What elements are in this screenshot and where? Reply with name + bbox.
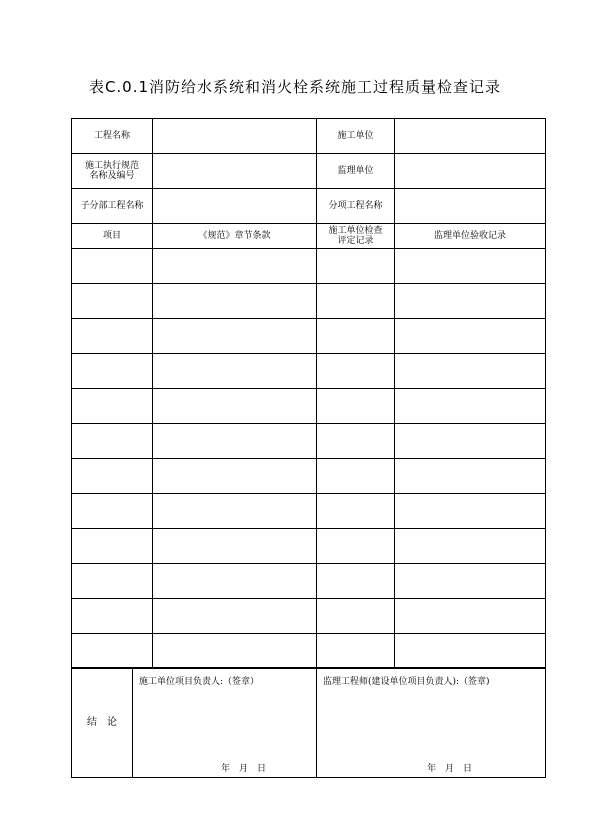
row-clause-cell[interactable] [152, 248, 317, 284]
construction-unit-field[interactable] [394, 118, 546, 154]
row-item-cell[interactable] [71, 493, 153, 529]
row-supervisor-cell[interactable] [394, 528, 546, 564]
row-contractor-cell[interactable] [316, 633, 395, 669]
supervision-unit-label: 监理单位 [316, 153, 395, 189]
row-supervisor-cell[interactable] [394, 563, 546, 599]
row-clause-cell[interactable] [152, 598, 317, 634]
row-supervisor-cell[interactable] [394, 598, 546, 634]
supervisor-date: 年 月 日 [427, 764, 473, 774]
item-project-label: 分项工程名称 [316, 188, 395, 224]
supervisor-sign-label: 监理工程师(建设单位项目负责人):（签章) [323, 677, 490, 687]
row-contractor-cell[interactable] [316, 283, 395, 319]
standard-field[interactable] [152, 153, 317, 189]
row-clause-cell[interactable] [152, 423, 317, 459]
column-header-contractor-check: 施工单位检查 评定记录 [316, 223, 395, 249]
column-header-item: 项目 [71, 223, 153, 249]
row-contractor-cell[interactable] [316, 598, 395, 634]
row-contractor-cell[interactable] [316, 458, 395, 494]
row-item-cell[interactable] [71, 283, 153, 319]
row-clause-cell[interactable] [152, 318, 317, 354]
column-header-clause: 《规范》章节条款 [152, 223, 317, 249]
project-name-label: 工程名称 [71, 118, 153, 154]
row-item-cell[interactable] [71, 598, 153, 634]
row-clause-cell[interactable] [152, 563, 317, 599]
row-clause-cell[interactable] [152, 353, 317, 389]
row-supervisor-cell[interactable] [394, 248, 546, 284]
row-contractor-cell[interactable] [316, 423, 395, 459]
row-clause-cell[interactable] [152, 283, 317, 319]
row-contractor-cell[interactable] [316, 493, 395, 529]
row-contractor-cell[interactable] [316, 563, 395, 599]
row-item-cell[interactable] [71, 633, 153, 669]
row-supervisor-cell[interactable] [394, 353, 546, 389]
project-name-field[interactable] [152, 118, 317, 154]
construction-unit-label: 施工单位 [316, 118, 395, 154]
supervision-unit-field[interactable] [394, 153, 546, 189]
row-contractor-cell[interactable] [316, 318, 395, 354]
row-item-cell[interactable] [71, 528, 153, 564]
row-item-cell[interactable] [71, 458, 153, 494]
row-contractor-cell[interactable] [316, 248, 395, 284]
row-item-cell[interactable] [71, 318, 153, 354]
row-contractor-cell[interactable] [316, 353, 395, 389]
row-supervisor-cell[interactable] [394, 388, 546, 424]
item-project-field[interactable] [394, 188, 546, 224]
row-clause-cell[interactable] [152, 493, 317, 529]
row-clause-cell[interactable] [152, 388, 317, 424]
row-clause-cell[interactable] [152, 458, 317, 494]
row-clause-cell[interactable] [152, 528, 317, 564]
row-contractor-cell[interactable] [316, 528, 395, 564]
row-supervisor-cell[interactable] [394, 318, 546, 354]
subdivision-label: 子分部工程名称 [71, 188, 153, 224]
row-contractor-cell[interactable] [316, 388, 395, 424]
conclusion-label: 结 论 [71, 667, 133, 778]
page-title: 表C.0.1消防给水系统和消火栓系统施工过程质量检查记录 [88, 78, 502, 96]
row-supervisor-cell[interactable] [394, 493, 546, 529]
column-header-supervisor-check: 监理单位验收记录 [394, 223, 546, 249]
contractor-date: 年 月 日 [221, 764, 267, 774]
subdivision-field[interactable] [152, 188, 317, 224]
row-item-cell[interactable] [71, 248, 153, 284]
row-supervisor-cell[interactable] [394, 633, 546, 669]
row-supervisor-cell[interactable] [394, 458, 546, 494]
row-item-cell[interactable] [71, 563, 153, 599]
standard-label: 施工执行规范 名称及编号 [71, 153, 153, 189]
row-supervisor-cell[interactable] [394, 283, 546, 319]
contractor-sign-label: 施工单位项目负责人:（签章） [139, 677, 260, 687]
row-item-cell[interactable] [71, 423, 153, 459]
row-item-cell[interactable] [71, 353, 153, 389]
row-supervisor-cell[interactable] [394, 423, 546, 459]
row-clause-cell[interactable] [152, 633, 317, 669]
row-item-cell[interactable] [71, 388, 153, 424]
